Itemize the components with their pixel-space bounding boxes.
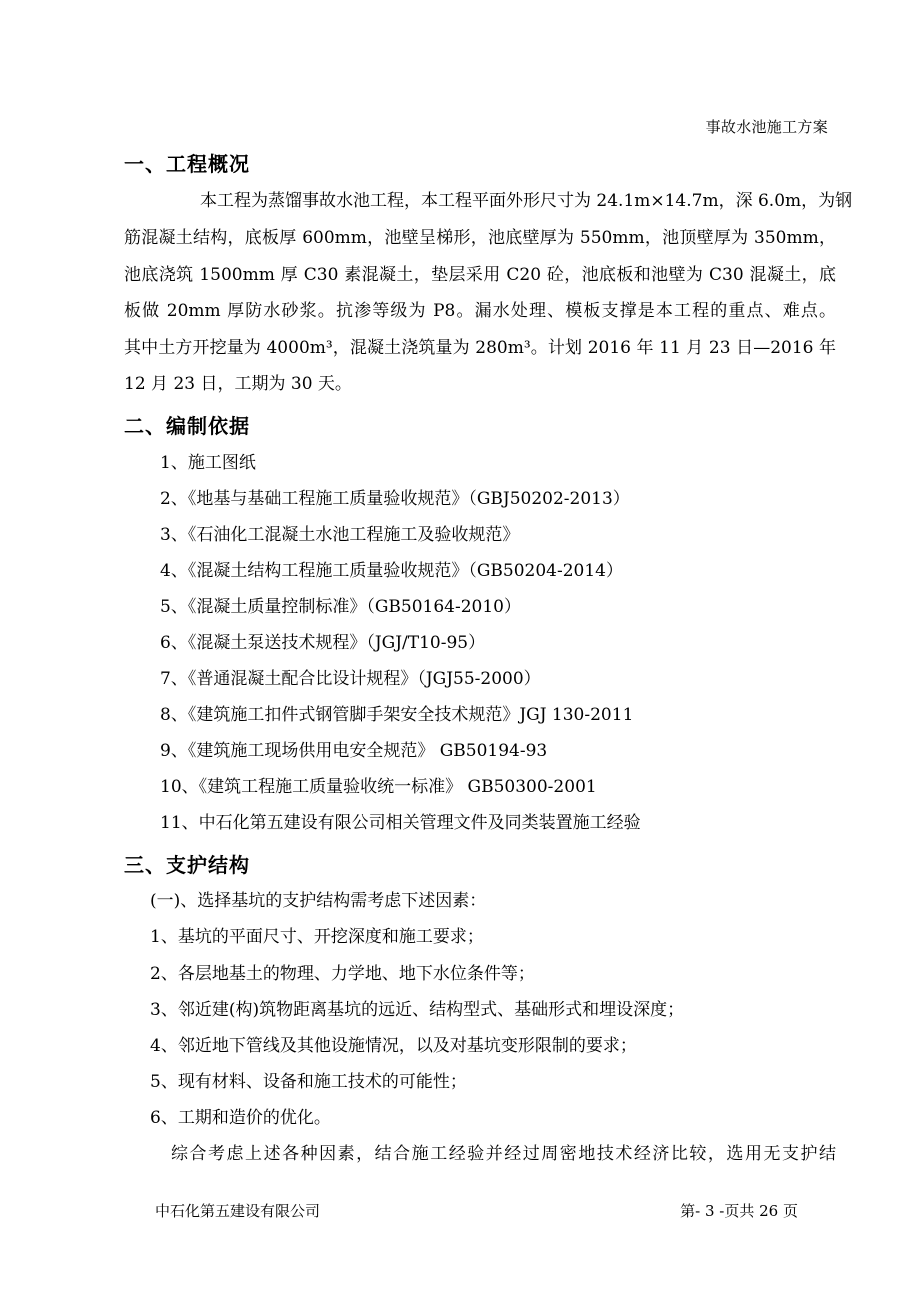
list-item: 6、工期和造价的优化。 bbox=[150, 1108, 331, 1128]
list-item: 9、《建筑施工现场供用电安全规范》 GB50194-93 bbox=[160, 741, 548, 761]
list-item: 3、邻近建(构)筑物距离基坑的远近、结构型式、基础形式和埋设深度； bbox=[150, 1000, 685, 1020]
section-heading-basis: 二、编制依据 bbox=[124, 414, 250, 438]
section-heading-support: 三、支护结构 bbox=[124, 853, 250, 877]
list-item: 1、施工图纸 bbox=[160, 453, 256, 473]
paragraph-line: 本工程为蒸馏事故水池工程，本工程平面外形尺寸为 24.1m×14.7m，深 6.0m，为钢 bbox=[200, 191, 853, 211]
list-item: 11、中石化第五建设有限公司相关管理文件及同类装置施工经验 bbox=[160, 813, 641, 833]
list-item: 7、《普通混凝土配合比设计规程》（JGJ55-2000） bbox=[160, 669, 541, 689]
list-item: 1、基坑的平面尺寸、开挖深度和施工要求； bbox=[150, 927, 484, 947]
paragraph-line: 其中土方开挖量为 4000m³，混凝土浇筑量为 280m³。计划 2016 年 11 月 23 日—2016 年 bbox=[124, 338, 836, 358]
list-item: 2、《地基与基础工程施工质量验收规范》（GBJ50202-2013） bbox=[160, 489, 630, 509]
list-item: 2、各层地基土的物理、力学地、地下水位条件等； bbox=[150, 964, 535, 984]
paragraph-line: 池底浇筑 1500mm 厚 C30 素混凝土，垫层采用 C20 砼，池底板和池壁为 C30 混凝土，底 bbox=[124, 265, 836, 285]
list-item: 5、现有材料、设备和施工技术的可能性； bbox=[150, 1072, 467, 1092]
list-item: 8、《建筑施工扣件式钢管脚手架安全技术规范》JGJ 130-2011 bbox=[160, 705, 634, 725]
section-heading-overview: 一、工程概况 bbox=[124, 152, 250, 176]
paragraph-line: 12 月 23 日，工期为 30 天。 bbox=[124, 374, 352, 394]
list-item: 3、《石油化工混凝土水池工程施工及验收规范》 bbox=[160, 525, 520, 545]
subsection-intro: (一)、选择基坑的支护结构需考虑下述因素： bbox=[150, 891, 487, 911]
footer-company: 中石化第五建设有限公司 bbox=[155, 1202, 321, 1220]
list-item: 4、邻近地下管线及其他设施情况，以及对基坑变形限制的要求； bbox=[150, 1036, 637, 1056]
list-item: 4、《混凝土结构工程施工质量验收规范》（GB50204-2014） bbox=[160, 561, 623, 581]
list-item: 5、《混凝土质量控制标准》（GB50164-2010） bbox=[160, 597, 521, 617]
header-title: 事故水池施工方案 bbox=[705, 118, 828, 136]
paragraph-line: 综合考虑上述各种因素，结合施工经验并经过周密地技术经济比较，选用无支护结 bbox=[171, 1144, 836, 1164]
list-item: 6、《混凝土泵送技术规程》（JGJ/T10-95） bbox=[160, 633, 486, 653]
paragraph-line: 板做 20mm 厚防水砂浆。抗渗等级为 P8。漏水处理、模板支撑是本工程的重点、难点。 bbox=[124, 301, 836, 321]
footer-page-number: 第- 3 -页共 26 页 bbox=[680, 1202, 798, 1220]
list-item: 10、《建筑工程施工质量验收统一标准》 GB50300-2001 bbox=[160, 777, 597, 797]
paragraph-line: 筋混凝土结构，底板厚 600mm，池壁呈梯形，池底壁厚为 550mm，池顶壁厚为 350mm， bbox=[124, 228, 836, 248]
